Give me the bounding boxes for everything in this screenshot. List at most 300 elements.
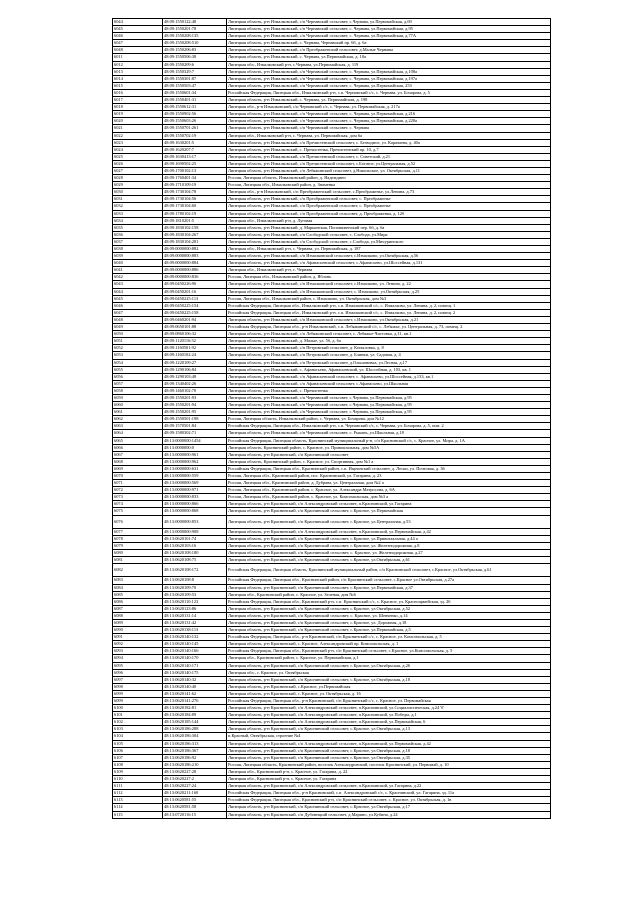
cadastral-number-cell: 48:09:1290103:48 [163,373,227,380]
table-row [113,246,551,253]
cadastral-number-cell: 48:09:1460102:70 [163,387,227,394]
cadastral-number-cell: 48:13:0000000:971 [163,487,227,494]
table-row [113,75,551,82]
cadastral-number-cell: 48:09:1580302:71 [163,430,227,437]
address-cell: Российская Федерация, Липецкая обл., Измалковский р-н, с.п. Измалковский с/с, с. Измалково, ул. Ленина, д. 2, помещ. 1 [227,302,551,309]
row-number-cell: 6113 [113,797,163,804]
row-number-cell: 6103 [113,726,163,733]
row-number-cell: 6068 [113,458,163,465]
table-row [113,719,551,726]
address-cell: Липецкая обл., Измалковский р-н, с. Чернава [227,267,551,274]
cadastral-number-cell: 48:09:1550201:94 [163,402,227,409]
row-number-cell: 6102 [113,719,163,726]
row-number-cell: 6050 [113,331,163,338]
table-row [113,733,551,740]
address-cell: Липецкая область, р-н Измалковский, с/п Чернавский сельсовет, с.Чернава, ул.Первомайская, д.95 [227,409,551,416]
row-number-cell: 6101 [113,712,163,719]
row-number-cell: 6055 [113,366,163,373]
table-row [113,387,551,394]
table-row [113,167,551,174]
cadastral-number-cell: 48:13:0620185:144 [163,719,227,726]
cadastral-number-cell: 48:09:1550601:34 [163,89,227,96]
row-number-cell: 6095 [113,662,163,669]
table-row [113,480,551,487]
cadastral-number-cell: 48:09:1550702:19 [163,132,227,139]
cadastral-number-cell: 48:13:0620131:14 [163,612,227,619]
address-cell: Липецкая область, р-н Измалковский, с/п Чернавский сельсовет, с. Чернава, ул.Первомайская, 253 [227,82,551,89]
cadastral-number-cell: 48:09:1760401:34 [163,175,227,182]
table-row [113,641,551,648]
table-row [113,160,551,167]
row-number-cell: 6045 [113,26,163,33]
row-number-cell: 6070 [113,473,163,480]
table-row [113,97,551,104]
cadastral-number-cell: 48:13:0620186:92 [163,754,227,761]
table-row [113,430,551,437]
address-cell: Липецкая область, р-н Измалковский, с/п Преображенский сельсовет, с. Преображенье [227,196,551,203]
row-number-cell: 6025 [113,153,163,160]
cadastral-number-cell: 48:13:0620103:16 [163,542,227,549]
row-number-cell: 6035 [113,224,163,231]
address-cell: Липецкая область, р-н Краснинский, с/п Александровский сельсовет, п.Краснинский, ул.Социалистическая, д.24 'б' [227,705,551,712]
cadastral-number-cell: 48:09:1550201:78 [163,26,227,33]
row-number-cell: 6037 [113,238,163,245]
address-cell: Липецкая область, р-н Измалковский, с/п Преображенский сельсовет, с. Преображенье [227,203,551,210]
table-row [113,494,551,501]
row-number-cell: 6072 [113,487,163,494]
address-cell: Липецкая обл., Краснинский р-н, с. Красное, ул. Гагарина [227,776,551,783]
row-number-cell: 6100 [113,705,163,712]
cadastral-number-cell: 48:13:0620227:24 [163,783,227,790]
table-row [113,557,551,564]
address-cell: Липецкая область, р-н Измалковский, с/п Чернавский сельсовет, с. Чернава, ул.Первомайская, д.77А [227,33,551,40]
row-number-cell: 6073 [113,494,163,501]
address-cell: Липецкая область, р-н Измалковский, с/п Афанасьевский сельсовет, с. Афанасьево, ул.Шоссейная, д.133, кв.1 [227,373,551,380]
table-row [113,352,551,359]
table-row [113,182,551,189]
table-row [113,61,551,68]
address-cell: Липецкая область, Краснинский район, с. Красное, ул. Спортивная, дом №1 а [227,458,551,465]
address-cell: Россия, Липецкая область, Измалковский район, с. Чернава, ул. Бочарова, дом №12 [227,416,551,423]
table-row [113,444,551,451]
row-number-cell: 6046 [113,302,163,309]
cadastral-number-cell: 48:09:1160501:92 [163,345,227,352]
row-number-cell: 6093 [113,648,163,655]
table-row [113,394,551,401]
row-number-cell: 6048 [113,47,163,54]
cadastral-number-cell: 48:13:0000000:908 [163,528,227,535]
register-table-body [113,19,551,819]
row-number-cell: 6039 [113,253,163,260]
address-cell: Липецкая область, р-н Измалковский, с/п Измалковский сельсовет, с.Измалково, ул. Ленина, д. 22 [227,281,551,288]
table-row [113,655,551,662]
cadastral-number-cell: 48:13:0000000:853 [163,515,227,528]
row-number-cell: 6063 [113,423,163,430]
cadastral-number-cell: 48:13:0620140:171 [163,662,227,669]
table-row [113,274,551,281]
cadastral-number-cell: 48:13:0620186:304 [163,733,227,740]
row-number-cell: 6032 [113,203,163,210]
table-row [113,33,551,40]
row-number-cell: 6061 [113,409,163,416]
address-cell: Липецкая область, р-н Измалковский, с/п Измалковский сельсовет, с.Измалково, ул.Октябрьская, д.21 [227,316,551,323]
table-row [113,423,551,430]
row-number-cell: 6047 [113,309,163,316]
cadastral-number-cell: 48:13:0620581:58 [163,804,227,811]
row-number-cell: 6097 [113,676,163,683]
table-row [113,676,551,683]
row-number-cell: 6021 [113,125,163,132]
row-number-cell: 6017 [113,97,163,104]
address-cell: Липецкая обл., Измалковский р-н, с. Чернава, ул. Первомайская, д. 187 [227,246,551,253]
table-row [113,19,551,26]
table-row [113,309,551,316]
table-row [113,146,551,153]
cadastral-number-cell: 48:13:0620227:2 [163,776,227,783]
address-cell: Липецкая обл., р-н Измалковский, с/п Чернавский с/с, с. Чернава, ул. Первомайская, д. 217а [227,104,551,111]
row-number-cell: 6026 [113,160,163,167]
row-number-cell: 6015 [113,82,163,89]
table-row [113,231,551,238]
table-row [113,776,551,783]
cadastral-number-cell: 48:13:0620109:70 [163,584,227,591]
row-number-cell: 6069 [113,465,163,472]
row-number-cell: 6053 [113,352,163,359]
row-number-cell: 6041 [113,267,163,274]
address-cell: Липецкая область, р-н Измалковский, с/п Чернавский сельсовет, с.Чернава, ул.Первомайская, д.95 [227,402,551,409]
table-row [113,189,551,196]
cadastral-number-cell: 48:09:1710109:19 [163,182,227,189]
table-row [113,253,551,260]
table-row [113,584,551,591]
cadastral-number-cell: 48:13:0000000:868 [163,508,227,515]
address-cell: Липецкая область, р-н Измалковский, с/п Пречистенский сельсовет, с. Советский, д.21 [227,153,551,160]
cadastral-number-cell: 48:09:1620207:7 [163,146,227,153]
table-row [113,54,551,61]
cadastral-number-cell: 48:13:0620140:166 [163,648,227,655]
address-cell: Россия, Липецкая область, Измалковский район, д. Надеждино [227,175,551,182]
address-cell: Липецкая область, р-н Измалковский, с. Афанасьево, Афанасьевский, ул. Шоссейная, д. 103, кв. 1 [227,366,551,373]
row-number-cell: 6057 [113,380,163,387]
cadastral-number-cell: 48:09:0860106:32 [163,331,227,338]
address-cell: Российская Федерация, Липецкая обл., Измалковский р-н, с.п. Чернавский с/с, с. Чернава, ул. Бочарова, д. 5 [227,89,551,96]
cadastral-number-cell: 48:09:1550209:6 [163,61,227,68]
table-row [113,203,551,210]
cadastral-number-cell: 48:09:1290106:84 [163,366,227,373]
address-cell: Липецкая область, р-н Измалковский, с/п Афанасьевский сельсовет, с.Афанасьево, ул.Школьная [227,380,551,387]
address-cell: Липецкая область, р-н Краснинский, с/п Краснинский сельсовет, с.Красное, ул.Октябрьская, д.13 [227,726,551,733]
row-number-cell: 6112 [113,790,163,797]
cadastral-number-cell: 48:13:0620108:75 [163,557,227,564]
address-cell: Липецкая область, р-н Измалковский, с/п Петровский сельсовет, д.Ольшановка, ул.Лесная, д.17 [227,359,551,366]
cadastral-number-cell: 48:09:1630413:17 [163,153,227,160]
row-number-cell: 6090 [113,627,163,634]
table-row [113,465,551,472]
row-number-cell: 6049 [113,324,163,331]
cadastral-number-cell: 48:09:0450225:158 [163,309,227,316]
table-row [113,224,551,231]
row-number-cell: 6045 [113,295,163,302]
cadastral-number-cell: 48:13:0720116:15 [163,811,227,818]
cadastral-number-cell: 48:09:1550301:87 [163,75,227,82]
address-cell: Липецкая область, р-н Краснинский, с/п Александровский сельсовет, п.Краснинский, ул.Победы, д.1 [227,712,551,719]
table-row [113,797,551,804]
row-number-cell: 6076 [113,515,163,528]
cadastral-number-cell: 48:13:0620184:89 [163,712,227,719]
table-row [113,125,551,132]
cadastral-number-cell: 48:09:0000000:836 [163,274,227,281]
address-cell: Липецкая область, р-н Краснинский, с/п Краснинский сельсовет, с. Красное, ул. Шевченко, д.14 [227,612,551,619]
cadastral-number-cell: 48:13:0000000:962 [163,458,227,465]
cadastral-number-cell: 48:09:0450225:154 [163,302,227,309]
address-cell: Липецкая обл., Измалковский р-н, с. Чернава, ул. Первомайская, дом 6а [227,132,551,139]
table-row [113,409,551,416]
row-number-cell: 6034 [113,217,163,224]
table-row [113,118,551,125]
table-row [113,104,551,111]
table-row [113,40,551,47]
address-cell: Липецкая область, р-н Измалковский, с/п Афанасьевский сельсовет, с.Афанасьево, ул.Шоссейная, д.131 [227,260,551,267]
row-number-cell: 6012 [113,61,163,68]
table-row [113,740,551,747]
row-number-cell: 6083 [113,577,163,584]
table-row [113,175,551,182]
address-cell: Липецкая область, р-н Краснинский, с. Красное, Александровский пр. Комсомольская, д. 1 [227,641,551,648]
table-row [113,402,551,409]
row-number-cell: 6051 [113,338,163,345]
row-number-cell: 6022 [113,132,163,139]
address-cell: Липецкая область, р-н Измалковский, с/п Чернавский сельсовет, с. Чернава, ул.Первомайская, д.197а [227,75,551,82]
address-cell: Липецкая область, р-н Измалковский, д. Марьинская, Поповиженский пер. 6б, д. 6а [227,224,551,231]
table-row [113,139,551,146]
address-cell: Российская Федерация, Липецкая обл., р-н Измалковский, с.п. Лебяжинский с/с, с. Лебяжье, ул. Центральная, д. 73, помещ. 2 [227,324,551,331]
cadastral-number-cell: 48:13:0000000:569 [163,480,227,487]
table-row [113,380,551,387]
cadastral-number-cell: 48:09:1120116:52 [163,338,227,345]
address-cell: Липецкая область, р-н Измалковский, с/п Преображенский сельсовет, д. Преображенка, д. 12б [227,210,551,217]
table-row [113,761,551,768]
cadastral-number-cell: 48:09:1550503:47 [163,82,227,89]
cadastral-number-cell: 48:09:1550612:31 [163,104,227,111]
table-row [113,790,551,797]
address-cell: Россия, Липецкая обл., Измалковский район, д. Яблонь [227,274,551,281]
address-cell: Липецкая область, р-н Измалковский, с/п Петровский сельсовет, д. Блинки, ул. Садовая, д. 4 [227,352,551,359]
table-row [113,451,551,458]
address-cell: Липецкая область, р-н Измалковский, с. Чернава, Чернавский пр. 6б, д. 6а [227,40,551,47]
cadastral-number-cell: 48:13:0620131:42 [163,619,227,626]
row-number-cell: 6092 [113,641,163,648]
row-number-cell: 6014 [113,75,163,82]
table-row [113,705,551,712]
cadastral-number-cell: 48:13:0620211:160 [163,790,227,797]
row-number-cell: 6081 [113,557,163,564]
address-cell: Липецкая область, р-н Измалковский, с/п Пречистенский сельсовет, с.Богатое, ул.Центральная, д.52 [227,160,551,167]
address-cell: Россия, Липецкая обл., Краснинский район, пос. Краснинский, ул. Гагарина, д. 23 [227,473,551,480]
row-number-cell: 6080 [113,550,163,557]
address-cell: Липецкая область, р-н Краснинский, с/п Александровский сельсовет, п.Краснинский, ул.Гагарина [227,501,551,508]
table-row [113,627,551,634]
row-number-cell: 6054 [113,359,163,366]
address-cell: Липецкая обл., Краснинский р-н, с. Красное, ул. Гагарина, д. 22 [227,768,551,775]
table-row [113,487,551,494]
address-cell: Липецкая обл., с. Красное, ул. Октябрьская [227,669,551,676]
table-row [113,89,551,96]
table-row [113,754,551,761]
address-cell: Липецкая область, р-н Измалковский, с/п Чернавский сельсовет, с. Чернава [227,125,551,132]
row-number-cell: 6078 [113,535,163,542]
row-number-cell: 6013 [113,68,163,75]
cadastral-number-cell: 48:09:0000000:886 [163,267,227,274]
row-number-cell: 6023 [113,139,163,146]
cadastral-number-cell: 48:09:1550201:93 [163,394,227,401]
row-number-cell: 6058 [113,387,163,394]
address-cell: Липецкая область, р-н Краснинский, с. Красное, ул. Октябрьская, д. 16 [227,690,551,697]
address-cell: Российская Федерация, Липецкая область, Краснинский муниципальный район, с/п Краснинский сельсовет, с.Красное, ул.Октябрьская, д.61 [227,564,551,577]
table-row [113,295,551,302]
cadastral-number-cell: 48:13:0620186:288 [163,726,227,733]
cadastral-number-cell: 48:13:0620227:28 [163,768,227,775]
row-number-cell: 6109 [113,768,163,775]
table-row [113,373,551,380]
table-row [113,726,551,733]
address-cell: Липецкая область, р-н Измалковский, с. Чернава, ул. Первомайская, д. 198 [227,97,551,104]
row-number-cell: 6082 [113,564,163,577]
row-number-cell: 6099 [113,698,163,705]
table-row [113,634,551,641]
table-row [113,804,551,811]
table-row [113,210,551,217]
cadastral-number-cell: 48:09:1700102:13 [163,167,227,174]
table-row [113,577,551,584]
table-row [113,26,551,33]
table-row [113,712,551,719]
cadastral-number-cell: 48:09:1550201:95 [163,409,227,416]
cadastral-number-cell: 48:09:1550603:26 [163,118,227,125]
address-cell: Липецкая область, р-н Краснинский, с/п Александровский сельсовет, п.Краснинский, ул.Первомайская, д.42 [227,528,551,535]
table-row [113,196,551,203]
cadastral-number-cell: 48:13:0620108:180 [163,550,227,557]
address-cell: Липецкая обл., Измалковский р-н, с.Чернава, ул.Первомайская, д. 119 [227,61,551,68]
address-cell: Липецкая область, р-н Краснинский, с/п Александровский сельсовет, п.Краснинский, ул.Первомайская, д.42 [227,740,551,747]
cadastral-number-cell: 48:13:0620140:175 [163,669,227,676]
cadastral-number-cell: 48:13:0000000:0 [163,444,227,451]
table-row [113,591,551,598]
cadastral-number-cell: 48:09:0450226:96 [163,281,227,288]
cadastral-number-cell: 48:09:1810201:5 [163,217,227,224]
address-cell: Российская Федерация, Липецкая обл., р-н Краснинский, с.п. Александровский с/с, с. Краснинский, ул. Гагарина, зд. 11а [227,790,551,797]
cadastral-number-cell: 48:09:1570501:84 [163,423,227,430]
table-row [113,416,551,423]
row-number-cell: 6030 [113,189,163,196]
row-number-cell: 6038 [113,246,163,253]
address-cell: Липецкая область, р-н Краснинский, с/п Краснинский сельсовет [227,451,551,458]
cadastral-number-cell: 48:09:1550206:83 [163,47,227,54]
cadastral-number-cell: 48:13:0000000:833 [163,494,227,501]
cadastral-number-cell: 48:13:0620108:172 [163,564,227,577]
address-cell: Липецкая область, р-н Измалковский, с/п Чернавский сельсовет, с. Чернава, ул.Первомайская, д.108а [227,68,551,75]
table-row [113,564,551,577]
table-row [113,82,551,89]
table-row [113,690,551,697]
address-cell: Липецкая область, р-н Краснинский, с/п Краснинский сельсовет, с. Красное, ул. Железнодорожная, д.27 [227,550,551,557]
address-cell: Липецкая область, р-н Краснинский, с/п Краснинский сельсовет, с.Красное, ул. Железнодорожная, д.8 [227,542,551,549]
cadastral-number-cell: 48:13:0620109:53 [163,591,227,598]
address-cell: Липецкая область, р-н Краснинский, с/п Краснинский сельсовет, с.Красное, ул.Октябрьская, д.61 [227,557,551,564]
cadastral-number-cell: 48:09:1550122:48 [163,19,227,26]
table-row [113,768,551,775]
address-cell: Липецкая область, р-н Краснинский, с/п Краснинский сельсовет, с.Красное, ул.Октябрьская, д.18 [227,676,551,683]
table-row [113,811,551,818]
cadastral-number-cell: 48:09:1550701:261 [163,125,227,132]
table-row [113,747,551,754]
address-cell: Липецкая область, р-н Измалковский, с. Чернава, ул.Первомайская, д. 10а [227,54,551,61]
address-cell: Липецкая область, р-н Краснинский, с/п Краснинский сельсовет, с.Красное, ул.Октябрьская, д.26 [227,662,551,669]
cadastral-number-cell: 48:13:0620123:86 [163,605,227,612]
cadastral-number-cell: 48:09:1730104:78 [163,189,227,196]
address-cell: Липецкая область, р-н Измалковский, с/п Чернавский сельсовет, с.Чернава, ул.Первомайская, д.95 [227,394,551,401]
row-number-cell: 6033 [113,210,163,217]
cadastral-number-cell: 48:09:0650101:88 [163,324,227,331]
table-row [113,535,551,542]
address-cell: Липецкая область, р-н Измалковский, с/п Лебяжинский сельсовет, с. Лебяжье-Чистовка, д.11, кв.1 [227,331,551,338]
row-number-cell: 6111 [113,783,163,790]
table-row [113,316,551,323]
cadastral-number-cell: 48:09:1550329:7 [163,68,227,75]
cadastral-number-cell: 48:09:1830104:267 [163,231,227,238]
cadastral-number-cell: 48:13:0620110:123 [163,598,227,605]
row-number-cell: 6099 [113,690,163,697]
cadastral-number-cell: 48:13:0620108:8 [163,577,227,584]
row-number-cell: 6047 [113,40,163,47]
address-cell: Липецкая область, р-н Краснинский, с/п Краснинский сельсовет, с.Красное, ул.Привокзальная, д.44 а [227,535,551,542]
table-row [113,132,551,139]
table-row [113,68,551,75]
row-number-cell: 6042 [113,274,163,281]
cadastral-number-cell: 48:09:0460201:94 [163,316,227,323]
row-number-cell: 6106 [113,747,163,754]
address-cell: Липецкая область, р-н Измалковский, с/п Чернавский сельсовет, с.Чернава, ул.Первомайская, д.69 [227,19,551,26]
table-row [113,550,551,557]
register-table [112,18,551,819]
address-cell: Российская Федерация, Липецкая обл., Краснинский р-н, с/п Краснинский сельсовет, с. Красное, ул. Октябрьская, д. 1в [227,797,551,804]
address-cell: Российская Федерация, Липецкая обл., р-н Краснинский, с/п Краснинский с/с, с. Красное, ул. Комсомольская, д. 5 [227,634,551,641]
address-cell: Липецкая область, р-н Измалковский, с. Пречистенка, Пречистенский пр. 10, д.7 [227,146,551,153]
row-number-cell: 6031 [113,196,163,203]
cadastral-number-cell: 48:13:0620141:276 [163,698,227,705]
address-cell: Липецкая область, р-н Измалковский, с/п Чернавский сельсовет, с. Рыкань, ул.Школьная, д.18 [227,430,551,437]
address-cell: Россия, Липецкая обл., Краснинский район, с. Красное, ул. Комсомольская, дом №3 а [227,494,551,501]
row-number-cell: 6011 [113,54,163,61]
address-cell: Липецкая область, р-н Краснинский, с/п Александровский сельсовет, п.Краснинский, ул.Гагарина, д.22 [227,783,551,790]
row-number-cell: 6091 [113,634,163,641]
cadastral-number-cell: 48:13:0620581:55 [163,797,227,804]
row-number-cell: 6107 [113,754,163,761]
cadastral-number-cell: 48:09:0000000:882 [163,246,227,253]
row-number-cell: 6040 [113,260,163,267]
address-cell: Липецкая область, р-н Измалковский, с/п Слободской сельсовет, с.Слобода, ул.Мичуринского [227,238,551,245]
address-cell: Липецкая обл., Измалковский р-н, д. Луговая [227,217,551,224]
address-cell: Липецкая область, р-н Краснинский, с/п Краснинский сельсовет, с.Красное, ул. Дорожная, д.18 [227,619,551,626]
cadastral-number-cell: 48:13:0620141:62 [163,690,227,697]
address-cell: Липецкая область, р-н Измалковский, с/п Чернавский сельсовет, с. Чернава, ул.Первомайская, д.216 [227,111,551,118]
row-number-cell: 6098 [113,683,163,690]
cadastral-number-cell: 48:09:1550208:135 [163,33,227,40]
address-cell: Липецкая область, р-н Измалковский, д. Малые, ул. 5б, д. 6а [227,338,551,345]
row-number-cell: 6046 [113,33,163,40]
address-cell: Липецкая область, р-н Измалковский, с/п Чернавский сельсовет, с. Чернава, ул.Первомайская, д.220а [227,118,551,125]
address-cell: Липецкая область, р-н Краснинский, с/п Краснинский сельсовет, с.Красное, ул.Октябрьская, д.35 [227,754,551,761]
cadastral-number-cell: 48:13:0620186:367 [163,747,227,754]
